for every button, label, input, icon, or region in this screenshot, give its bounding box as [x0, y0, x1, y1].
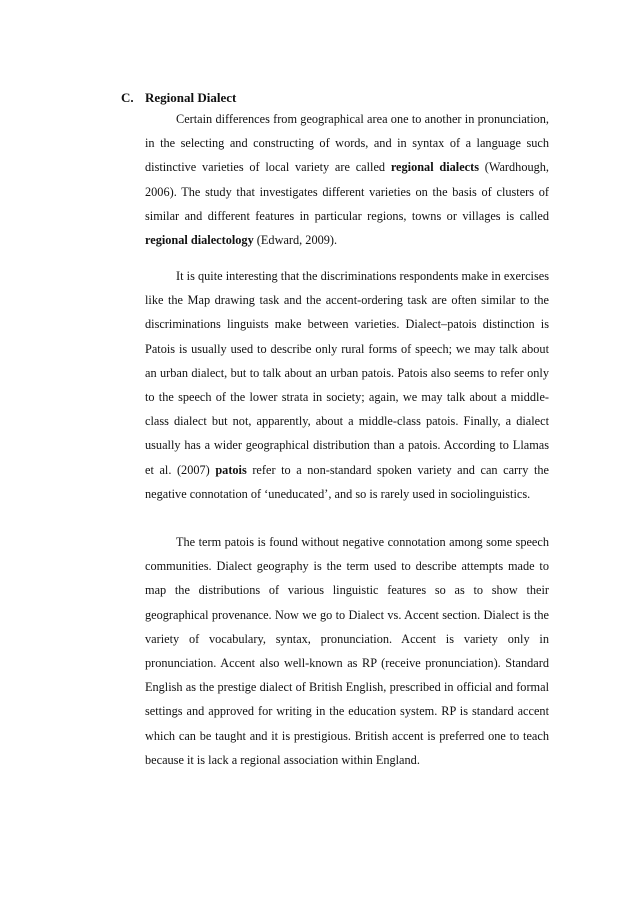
- paragraph-text: (Wardhough, 2006). The study that investigates different varieties on the basis of clusters of similar and different features in particular regions, towns or villages is called: [145, 160, 549, 223]
- paragraph-regional-dialects: [145, 107, 549, 252]
- bold-term-patois: patois: [215, 462, 247, 477]
- paragraph-patois: [145, 264, 549, 506]
- section-letter: C.: [121, 90, 134, 105]
- paragraph-text: Certain differences from geographical area one to another in pronunciation, in the selecting and constructing of words, and in syntax of a language such distinctive varieties of local variety are called: [145, 112, 549, 175]
- bold-term-regional-dialectology: regional dialectology: [145, 233, 254, 248]
- paragraph-text: The term patois is found without negative connotation among some speech communities. Dialect geography is the term used to describe attempts made to map the distributions of various linguistic features so as to show their geographical provenance. Now we go to Dialect vs. Accent section. Dialect is the variety of vocabulary, syntax, pronunciation. Accent is variety only in pronunciation. Accent also well-known as RP (receive pronunciation). Standard English as the prestige dialect of British English, prescribed in official and formal settings and approved for writing in the education system. RP is standard accent which can be taught and it is prestigious. British accent is preferred one to teach because it is lack a regional association within England.: [145, 535, 549, 767]
- paragraph-dialect-vs-accent: [145, 530, 549, 772]
- paragraph-text: refer to a non-standard spoken variety and can carry the negative connotation of ‘uneducated’, and so is rarely used in sociolinguistics.: [145, 462, 549, 501]
- section-title: Regional Dialect: [145, 90, 237, 105]
- paragraph-text: (Edward, 2009).: [253, 233, 338, 248]
- bold-term-regional-dialects: regional dialects: [390, 160, 479, 175]
- section-heading: [121, 89, 236, 106]
- paragraph-text: It is quite interesting that the discriminations respondents make in exercises like the Map drawing task and the accent-ordering task are often similar to the discriminations linguists make between varieties. Dialect–patois distinction is Patois is usually used to describe only rural forms of speech; we may talk about an urban dialect, but to talk about an urban patois. Patois also seems to refer only to the speech of the lower strata in society; again, we may talk about a middle-class dialect but not, apparently, about a middle-class patois. Finally, a dialect usually has a wider geographical distribution than a patois. According to Llamas et al. (2007): [145, 269, 549, 477]
